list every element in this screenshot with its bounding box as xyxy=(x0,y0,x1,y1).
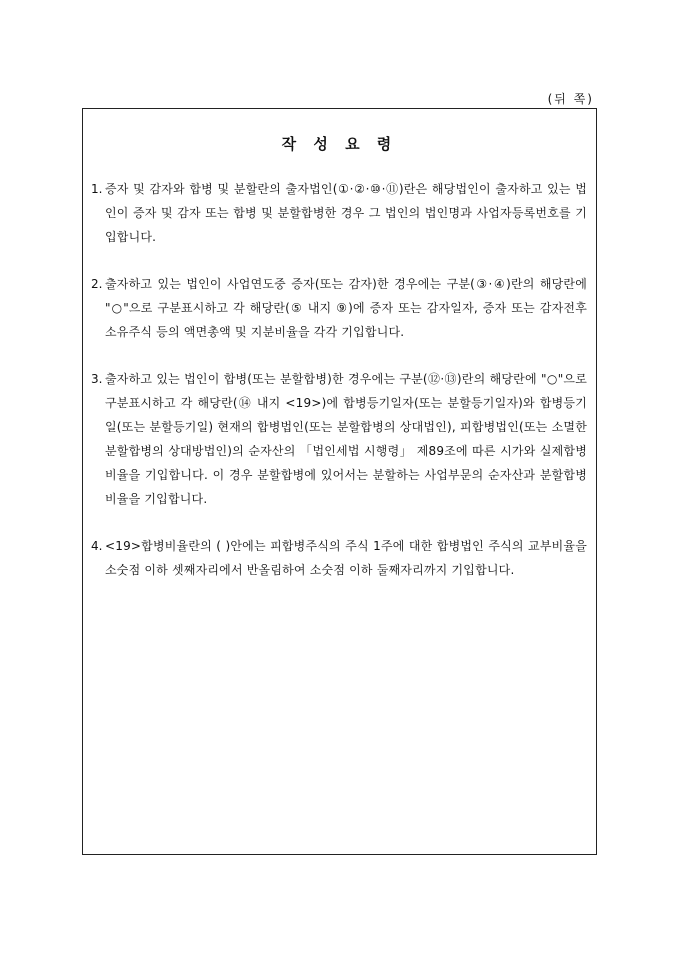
item-text: <19>합병비율란의 ( )안에는 피합병주식의 주식 1주에 대한 합병법인 주식의 교부비율을 소숫점 이하 셋째자리에서 반올림하여 소숫점 이하 둘째자리까지 기입합니다. xyxy=(105,539,587,577)
item-text: 증자 및 감자와 합병 및 분할란의 출자법인(①·②·⑩·⑪)란은 해당법인이 출자하고 있는 법인이 증자 및 감자 또는 합병 및 분할합병한 경우 그 법인의 법인명과 사업자등록번호를 기입합니다. xyxy=(105,182,587,244)
page-side-label: (뒤 쪽) xyxy=(547,92,594,106)
instruction-item-3 xyxy=(91,367,587,511)
document-title: 작 성 요 령 xyxy=(281,135,398,153)
item-number: 3. xyxy=(91,372,103,386)
instruction-item-4 xyxy=(91,534,587,582)
instructions-box xyxy=(82,108,597,855)
item-number: 4. xyxy=(91,539,103,553)
item-text: 출자하고 있는 법인이 사업연도중 증자(또는 감자)한 경우에는 구분(③·④)란의 해당란에 "○"으로 구분표시하고 각 해당란(⑤ 내지 ⑨)에 증자 또는 감자일자, 증자 또는 감자전후 소유주식 등의 액면총액 및 지분비율을 각각 기입합니다. xyxy=(105,277,587,339)
instruction-list xyxy=(91,177,587,605)
item-text: 출자하고 있는 법인이 합병(또는 분할합병)한 경우에는 구분(⑫·⑬)란의 해당란에 "○"으로 구분표시하고 각 해당란(⑭ 내지 <19>)에 합병등기일자(또는 분할등기일자)와 합병등기일(또는 분할등기일) 현재의 합병법인(또는 분할합병의 상대법인), 피합병법인(또는 소멸한 분할합병의 상대방법인)의 순자산의 「법인세법 시행령」 제89조에 따른 시가와 실제합병비율을 기입합니다. 이 경우 분할합병에 있어서는 분할하는 사업부문의 순자산과 분할합병비율을 기입합니다. xyxy=(105,372,587,506)
instruction-item-2 xyxy=(91,272,587,344)
item-number: 1. xyxy=(91,182,103,196)
instruction-item-1 xyxy=(91,177,587,249)
item-number: 2. xyxy=(91,277,103,291)
